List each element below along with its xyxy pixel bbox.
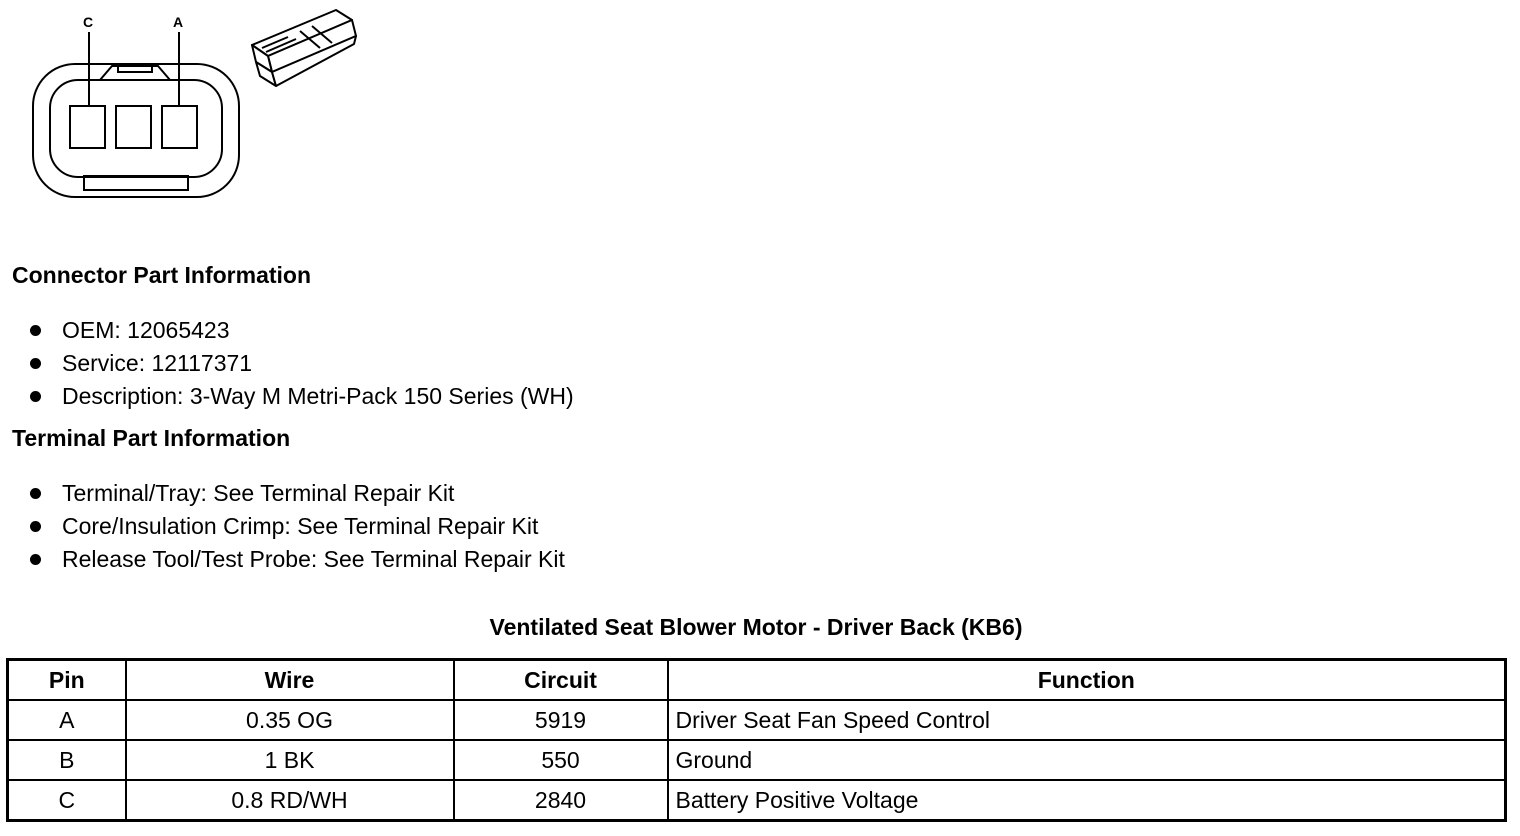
cell-pin: A [8, 700, 126, 740]
cell-function: Driver Seat Fan Speed Control [668, 700, 1506, 740]
list-item-text: Terminal/Tray: See Terminal Repair Kit [62, 480, 455, 506]
list-item-text: OEM: 12065423 [62, 317, 230, 343]
cell-pin: B [8, 740, 126, 780]
header-pin: Pin [8, 660, 126, 701]
cell-pin: C [8, 780, 126, 821]
connector-face [33, 32, 239, 197]
table-row [8, 700, 1506, 740]
table-title: Ventilated Seat Blower Motor - Driver Back (KB6) [489, 614, 1023, 640]
connector-part-info-list [30, 314, 574, 413]
terminal-part-info-list [30, 477, 565, 576]
list-item [30, 380, 574, 413]
pin-label-c: C [83, 14, 94, 30]
pinout-table [6, 658, 1507, 822]
cell-circuit: 550 [454, 740, 668, 780]
connector-diagram [0, 0, 380, 215]
bullet-icon [30, 391, 41, 402]
list-item [30, 543, 565, 576]
terminal-part-info-heading: Terminal Part Information [12, 425, 291, 451]
list-item [30, 510, 565, 543]
connector-part-info-heading: Connector Part Information [12, 262, 312, 288]
header-function: Function [668, 660, 1506, 701]
pin-label-a: A [173, 14, 184, 30]
cell-wire: 1 BK [126, 740, 454, 780]
bullet-icon [30, 488, 41, 499]
cell-wire: 0.8 RD/WH [126, 780, 454, 821]
header-circuit: Circuit [454, 660, 668, 701]
table-row [8, 740, 1506, 780]
cell-circuit: 2840 [454, 780, 668, 821]
bullet-icon [30, 325, 41, 336]
table-row [8, 780, 1506, 821]
cell-wire: 0.35 OG [126, 700, 454, 740]
cell-function: Battery Positive Voltage [668, 780, 1506, 821]
bullet-icon [30, 521, 41, 532]
bullet-icon [30, 358, 41, 369]
list-item-text: Release Tool/Test Probe: See Terminal Repair Kit [62, 546, 565, 572]
list-item [30, 477, 565, 510]
cell-circuit: 5919 [454, 700, 668, 740]
list-item-text: Description: 3-Way M Metri-Pack 150 Series (WH) [62, 383, 574, 409]
list-item-text: Service: 12117371 [62, 350, 253, 376]
bullet-icon [30, 554, 41, 565]
list-item-text: Core/Insulation Crimp: See Terminal Repair Kit [62, 513, 539, 539]
list-item [30, 347, 574, 380]
header-wire: Wire [126, 660, 454, 701]
cell-function: Ground [668, 740, 1506, 780]
table-header-row [8, 660, 1506, 701]
connector-isometric-icon [252, 10, 356, 86]
list-item [30, 314, 574, 347]
